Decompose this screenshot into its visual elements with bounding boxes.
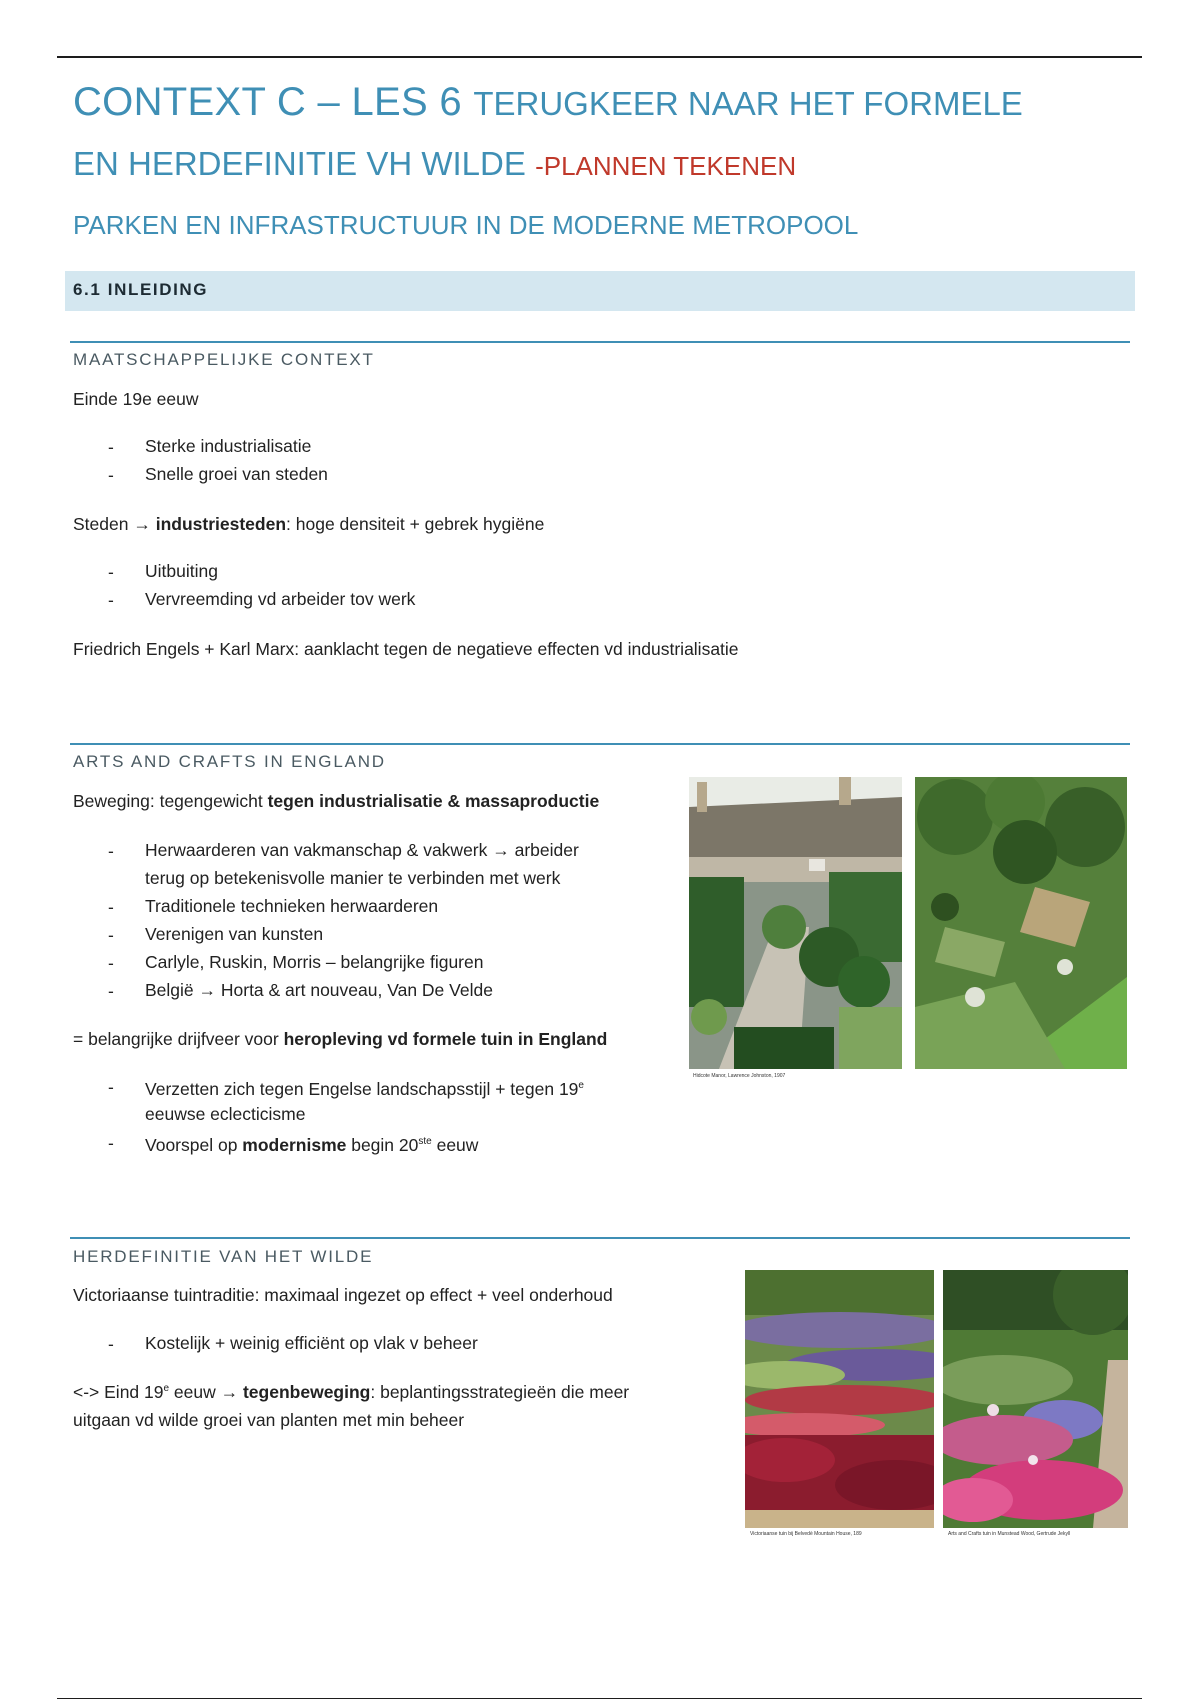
tegenbeweging-text-line2: uitgaan vd wilde groei van planten met min beheer — [73, 1410, 465, 1430]
eind-pre: <-> Eind 19 — [73, 1382, 164, 1402]
eind-mid: eeuw → — [169, 1382, 243, 1402]
list-item: Vervreemding vd arbeider tov werk — [145, 589, 416, 609]
victoriaans-text: Victoriaanse tuintraditie: maximaal ingezet op effect + veel onderhoud — [73, 1285, 613, 1305]
section-band — [65, 271, 1135, 311]
bullet-dash: - — [108, 1133, 114, 1153]
list-item — [145, 1072, 584, 1103]
arts-crafts-garden-photo — [943, 1270, 1128, 1528]
voorspel-bold: modernisme — [242, 1134, 347, 1155]
section-rule-arts-crafts — [70, 743, 1130, 745]
eind-post: : beplantingsstrategieën die meer — [370, 1382, 630, 1402]
list-item — [145, 1128, 478, 1159]
victorian-garden-photo — [745, 1270, 934, 1528]
beweging-pre: Beweging: tegengewicht — [73, 791, 268, 811]
title-plans-label: -PLANNEN TEKENEN — [535, 151, 797, 181]
bullet-dash: - — [108, 981, 114, 1001]
bullet-dash: - — [108, 953, 114, 973]
beweging-text — [73, 791, 599, 812]
page-subtitle: PARKEN EN INFRASTRUCTUUR IN DE MODERNE METROPOOL — [73, 210, 859, 240]
bullet-dash: - — [108, 1077, 114, 1097]
voorspel-post: begin 20 — [346, 1134, 419, 1155]
verzetten-text: Verzetten zich tegen Engelse landschapsstijl + tegen 19 — [145, 1078, 579, 1099]
section-title-arts-crafts: ARTS AND CRAFTS IN ENGLAND — [73, 752, 386, 771]
title-context: CONTEXT C – LES 6 — [73, 80, 474, 124]
list-item: Uitbuiting — [145, 561, 218, 581]
voorspel-end: eeuw — [431, 1134, 479, 1155]
superscript: e — [578, 1080, 584, 1091]
photo-caption-left: Victoriaanse tuin bij Belvedè Mountain House, 189 — [750, 1531, 862, 1537]
list-item: Sterke industrialisatie — [145, 436, 312, 456]
list-item: Verenigen van kunsten — [145, 924, 324, 944]
steden-paragraph — [73, 514, 544, 535]
section-rule-wilde — [70, 1237, 1130, 1239]
bullet-dash: - — [108, 590, 114, 610]
bullet-dash: - — [108, 925, 114, 945]
bullet-dash: - — [108, 841, 114, 861]
drijfveer-bold: heropleving vd formele tuin in England — [283, 1029, 608, 1049]
tegenbeweging-text — [73, 1382, 629, 1403]
bullet-dash: - — [108, 1334, 114, 1354]
engels-marx-text: Friedrich Engels + Karl Marx: aanklacht tegen de negatieve effecten vd industrialisatie — [73, 639, 739, 659]
steden-pre: Steden → — [73, 514, 156, 534]
title-topic-cont: EN HERDEFINITIE VH WILDE — [73, 145, 536, 182]
drijfveer-pre: = belangrijke drijfveer voor — [73, 1029, 284, 1049]
garden-aerial-photo — [915, 777, 1127, 1069]
superscript: e — [163, 1383, 170, 1395]
top-rule — [57, 56, 1142, 58]
list-item: Herwaarderen van vakmanschap & vakwerk → arbeider — [145, 840, 579, 860]
bullet-dash: - — [108, 897, 114, 917]
list-item-continued: terug op betekenisvolle manier te verbinden met werk — [145, 868, 561, 888]
cottage-garden-photo — [689, 777, 902, 1069]
bullet-dash: - — [108, 437, 114, 457]
bottom-rule — [57, 1698, 1142, 1699]
steden-post: : hoge densiteit + gebrek hygiëne — [286, 514, 545, 534]
list-item: Traditionele technieken herwaarderen — [145, 896, 439, 916]
page-title-line-2 — [73, 145, 796, 183]
list-item: Kostelijk + weinig efficiënt op vlak v beheer — [145, 1333, 478, 1353]
page-title-line-1 — [73, 80, 1023, 125]
steden-bold: industriesteden — [155, 514, 287, 534]
section-title-maatschappelijk: MAATSCHAPPELIJKE CONTEXT — [73, 350, 375, 369]
bullet-dash: - — [108, 562, 114, 582]
drijfveer-text — [73, 1029, 607, 1050]
beweging-bold: tegen industrialisatie & massaproductie — [267, 791, 600, 811]
list-item: Carlyle, Ruskin, Morris – belangrijke figuren — [145, 952, 484, 972]
list-item: Snelle groei van steden — [145, 464, 328, 484]
intro-text: Einde 19e eeuw — [73, 389, 199, 409]
section-band-label: 6.1 INLEIDING — [73, 280, 209, 299]
list-item-continued: eeuwse eclecticisme — [145, 1104, 306, 1124]
eind-bold: tegenbeweging — [242, 1382, 371, 1402]
title-topic: TERUGKEER NAAR HET FORMELE — [473, 85, 1023, 122]
list-item: België → Horta & art nouveau, Van De Velde — [145, 980, 493, 1000]
photo-caption: Hidcote Manor, Lawrence Johnston, 1907 — [693, 1073, 786, 1079]
voorspel-pre: Voorspel op — [145, 1134, 243, 1155]
section-rule-maatschappelijk — [70, 341, 1130, 343]
superscript: ste — [418, 1136, 432, 1147]
photo-caption-right: Arts and Crafts tuin in Munstead Wood, Gertrude Jekyll — [948, 1531, 1071, 1537]
section-title-wilde: HERDEFINITIE VAN HET WILDE — [73, 1247, 374, 1266]
bullet-dash: - — [108, 465, 114, 485]
